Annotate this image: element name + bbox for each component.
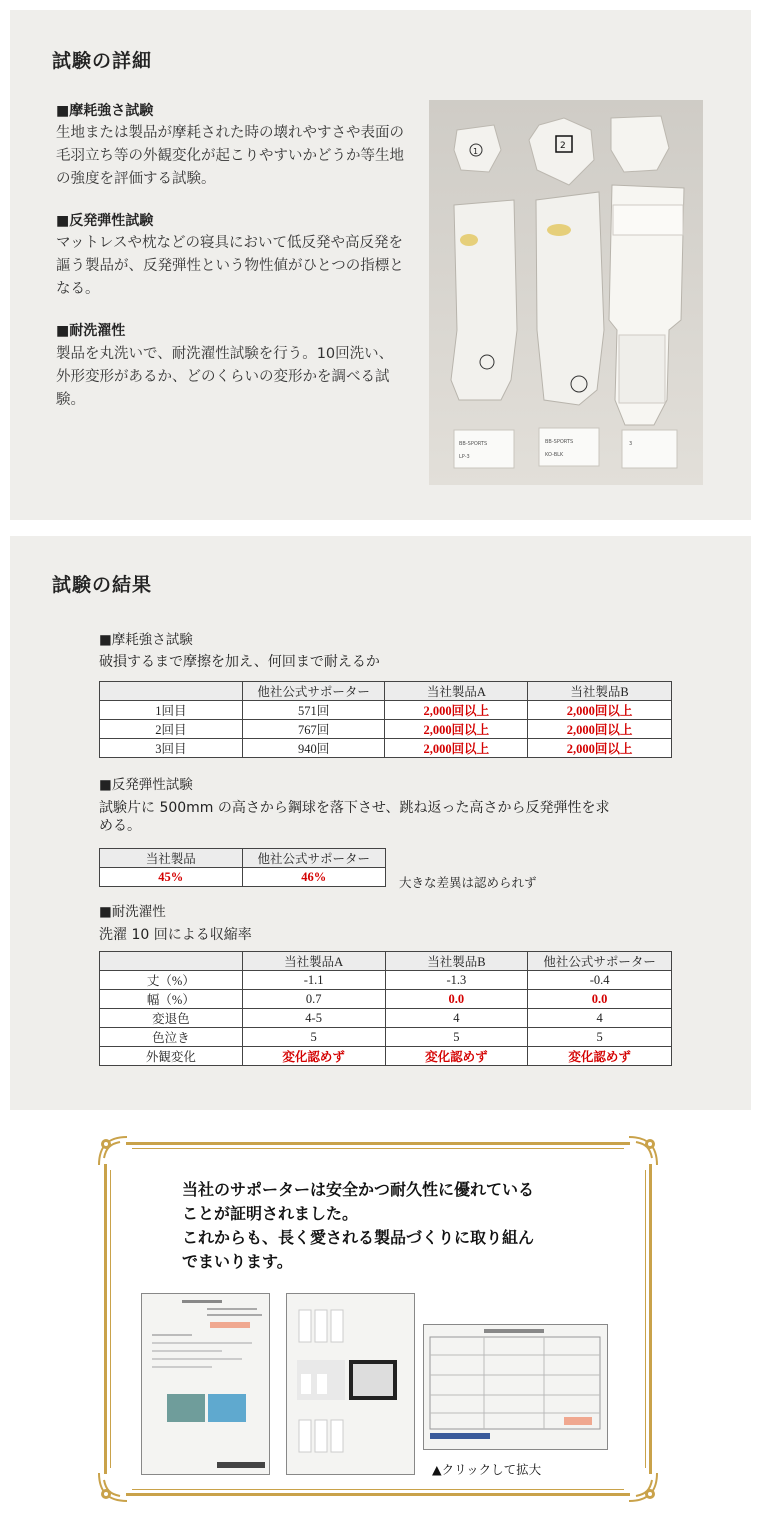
- table-cell: 4: [385, 1009, 528, 1028]
- test-results-panel: [10, 536, 751, 1110]
- wash-description: 製品を丸洗いで、耐洗濯性試験を行う。10回洗い、外形変形があるか、どのくらいの変形かを調べる試験。: [56, 346, 394, 408]
- closing-line: でまいります。: [182, 1252, 293, 1271]
- rebound-result-heading: ■反発弾性試験: [99, 777, 193, 793]
- table-cell: 2,000回以上: [385, 701, 528, 720]
- header-cell: 当社製品: [100, 849, 243, 868]
- table-cell: 5: [385, 1028, 528, 1047]
- table-row: [100, 1047, 672, 1066]
- header-cell: 当社製品B: [528, 682, 672, 701]
- table-cell: 571回: [242, 701, 385, 720]
- enlarge-caption[interactable]: ▲クリックして拡大: [432, 1462, 542, 1477]
- table-row: [100, 720, 672, 739]
- table-cell: 2,000回以上: [385, 739, 528, 758]
- table-cell: 幅（%）: [100, 990, 243, 1009]
- photo-label-2: 2: [560, 141, 566, 151]
- table-cell: -1.1: [242, 971, 385, 990]
- test-details-panel: [10, 10, 751, 520]
- table-cell: 2,000回以上: [528, 739, 672, 758]
- photo-label-3: 3: [629, 441, 633, 447]
- table-cell: 変化認めず: [242, 1047, 385, 1066]
- test-samples-photo: [429, 100, 703, 485]
- table-cell: 3回目: [100, 739, 243, 758]
- rebound-heading: ■反発弾性試験: [56, 213, 154, 229]
- header-cell: 当社製品B: [385, 952, 528, 971]
- table-cell: 4-5: [242, 1009, 385, 1028]
- table-row: [100, 990, 672, 1009]
- wash-table: [99, 951, 672, 1066]
- table-row: [100, 1028, 672, 1047]
- table-cell: 5: [242, 1028, 385, 1047]
- table-cell: 変退色: [100, 1009, 243, 1028]
- table-row: [100, 971, 672, 990]
- details-title: 試験の詳細: [52, 50, 153, 72]
- test-report-thumbnail-3[interactable]: [423, 1324, 608, 1450]
- table-row: [100, 701, 672, 720]
- table-cell: 767回: [242, 720, 385, 739]
- table-cell: 0.0: [528, 990, 672, 1009]
- abrasion-table: [99, 681, 672, 758]
- rebound-result-desc-2: める。: [99, 818, 141, 834]
- photo-label-lp3: LP-3: [459, 454, 470, 460]
- rebound-note: 大きな差異は認められず: [399, 876, 537, 890]
- wash-heading: ■耐洗濯性: [56, 323, 126, 339]
- corner-ornament-icon: [626, 1134, 660, 1168]
- table-cell: 外観変化: [100, 1047, 243, 1066]
- closing-message: [182, 1178, 534, 1274]
- table-cell: 2,000回以上: [528, 701, 672, 720]
- abrasion-result-heading: ■摩耗強さ試験: [99, 632, 193, 648]
- header-cell: [100, 682, 243, 701]
- table-cell: -1.3: [385, 971, 528, 990]
- header-cell: 他社公式サポーター: [528, 952, 672, 971]
- wash-result-heading: ■耐洗濯性: [99, 904, 166, 920]
- table-cell: 0.7: [242, 990, 385, 1009]
- abrasion-result-desc: 破損するまで摩擦を加え、何回まで耐えるか: [99, 654, 380, 670]
- table-cell: -0.4: [528, 971, 672, 990]
- corner-ornament-icon: [626, 1470, 660, 1504]
- header-cell: 当社製品A: [242, 952, 385, 971]
- corner-ornament-icon: [96, 1134, 130, 1168]
- table-header-row: [100, 682, 672, 701]
- table-cell: 940回: [242, 739, 385, 758]
- table-row: [100, 1009, 672, 1028]
- table-header-row: [100, 849, 386, 868]
- header-cell: 他社公式サポーター: [242, 682, 385, 701]
- table-cell: 2回目: [100, 720, 243, 739]
- test-report-thumbnail-2[interactable]: [286, 1293, 415, 1475]
- photo-label-1: 1: [473, 147, 479, 156]
- closing-line: これからも、長く愛される製品づくりに取り組ん: [182, 1228, 535, 1247]
- abrasion-heading: ■摩耗強さ試験: [56, 103, 154, 119]
- table-cell: 変化認めず: [385, 1047, 528, 1066]
- table-cell: 変化認めず: [528, 1047, 672, 1066]
- abrasion-description: 生地または製品が摩耗された時の壊れやすさや表面の毛羽立ち等の外観変化が起こりやすいかどうか等生地の強度を評価する試験。: [56, 125, 404, 187]
- header-cell: 他社公式サポーター: [242, 849, 386, 868]
- wash-result-desc: 洗濯 10 回による収縮率: [99, 927, 252, 943]
- table-cell: 色泣き: [100, 1028, 243, 1047]
- rebound-table: [99, 848, 386, 887]
- header-cell: 当社製品A: [385, 682, 528, 701]
- table-row: [100, 868, 386, 887]
- table-cell: 46%: [242, 868, 386, 887]
- corner-ornament-icon: [96, 1470, 130, 1504]
- table-cell: 丈（%）: [100, 971, 243, 990]
- table-cell: 2,000回以上: [385, 720, 528, 739]
- closing-line: ことが証明されました。: [182, 1204, 359, 1223]
- table-cell: 4: [528, 1009, 672, 1028]
- table-cell: 5: [528, 1028, 672, 1047]
- table-cell: 2,000回以上: [528, 720, 672, 739]
- rebound-result-desc-1: 試験片に 500mm の高さから鋼球を落下させ、跳ね返った高さから反発弾性を求: [99, 800, 610, 816]
- test-report-thumbnail-1[interactable]: [141, 1293, 270, 1475]
- rebound-description: マットレスや枕などの寝具において低反発や高反発を謳う製品が、反発弾性という物性値がひとつの指標となる。: [56, 235, 404, 297]
- table-cell: 45%: [100, 868, 243, 887]
- header-cell: [100, 952, 243, 971]
- closing-line: 当社のサポーターは安全かつ耐久性に優れている: [182, 1180, 535, 1199]
- results-title: 試験の結果: [52, 574, 153, 596]
- table-cell: 1回目: [100, 701, 243, 720]
- table-row: [100, 739, 672, 758]
- photo-label-bb1: BB-SPORTS: [459, 441, 488, 447]
- photo-label-bb2: BB-SPORTS: [545, 439, 574, 445]
- table-cell: 0.0: [385, 990, 528, 1009]
- photo-label-ko: KO-BLK: [545, 452, 564, 458]
- table-header-row: [100, 952, 672, 971]
